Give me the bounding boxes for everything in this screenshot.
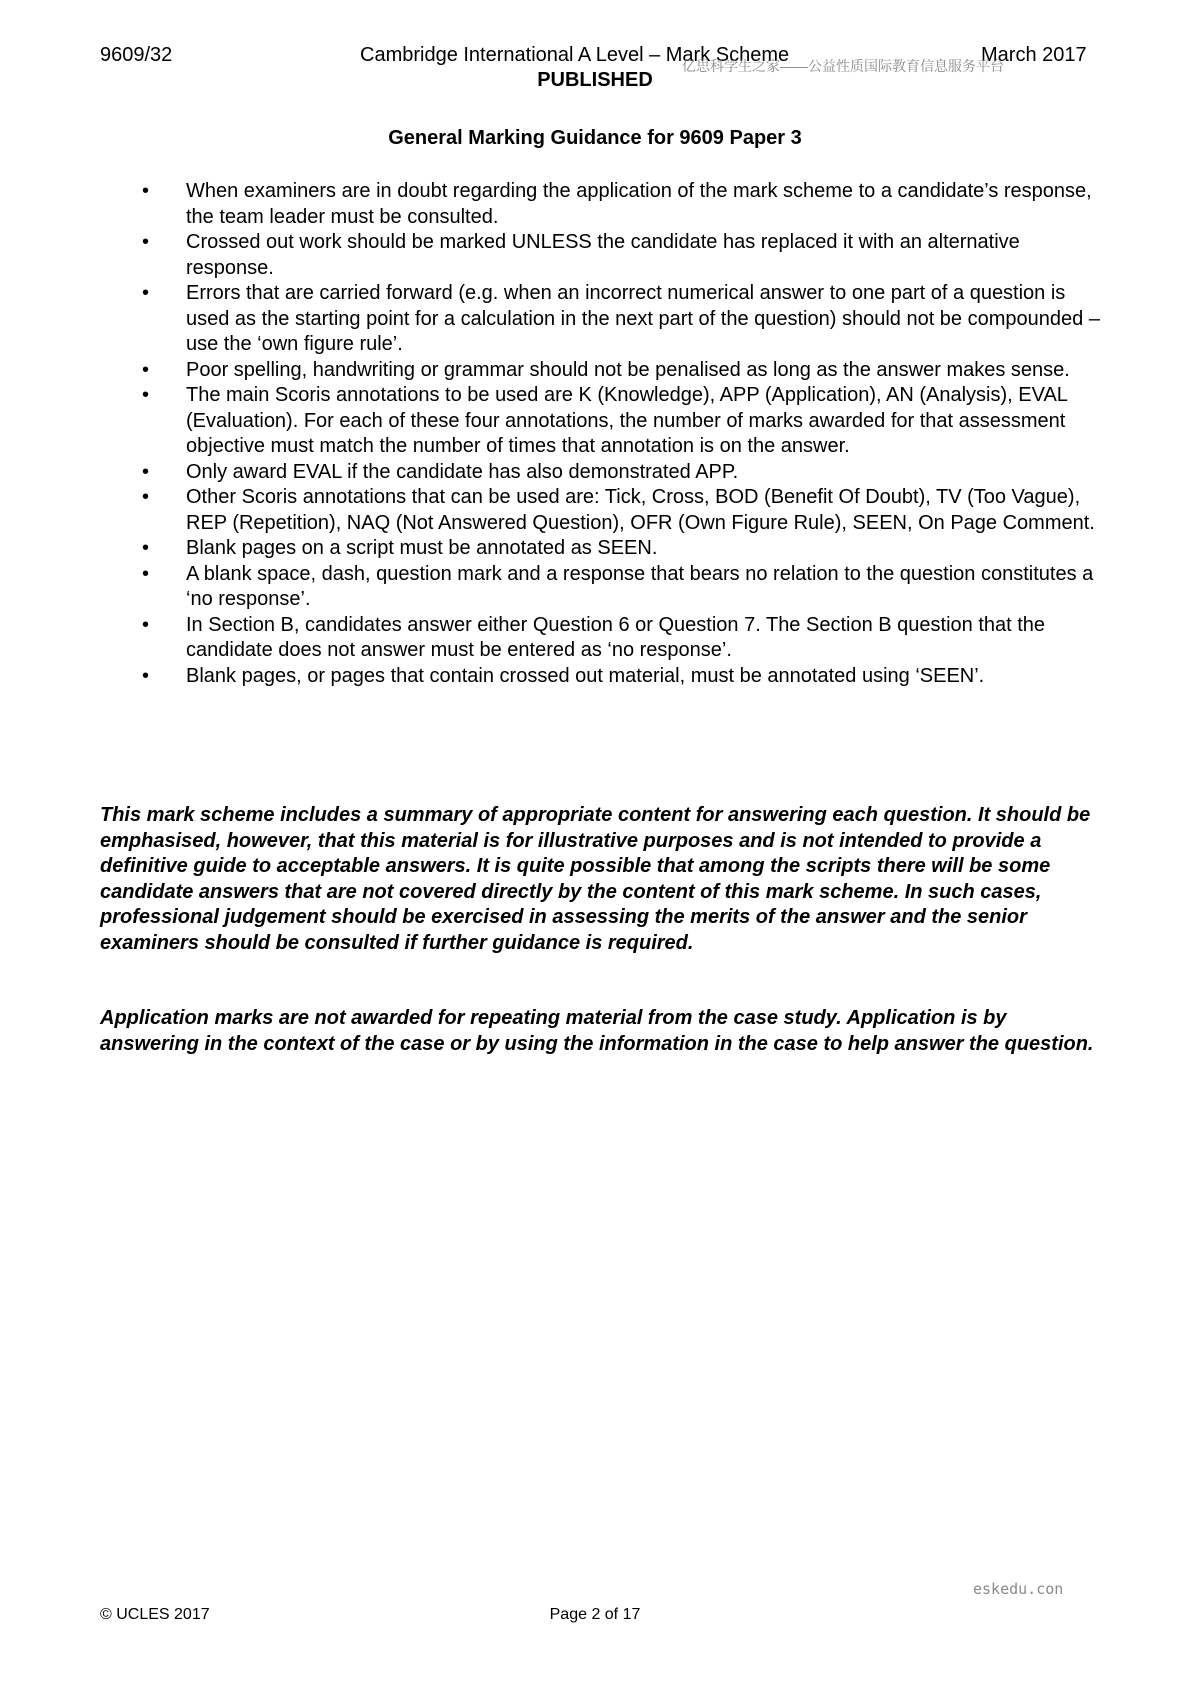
bullet-icon: •	[142, 460, 150, 483]
footer-watermark: eskedu.con	[973, 1580, 1064, 1598]
list-item	[100, 281, 1100, 358]
bullet-icon: •	[142, 537, 150, 559]
list-item-text: Only award EVAL if the candidate has also demonstrated APP.	[186, 460, 739, 483]
list-item	[100, 460, 1100, 486]
header-watermark: 亿思科学生之家——公益性质国际教育信息服务平台	[682, 58, 1004, 74]
bullet-icon: •	[142, 486, 150, 508]
list-item	[100, 383, 1100, 460]
bullet-icon: •	[142, 282, 150, 304]
list-item	[100, 562, 1100, 613]
guidance-list	[100, 179, 1100, 689]
page-number: Page 2 of 17	[549, 1606, 641, 1623]
bullet-icon: •	[142, 664, 150, 687]
bullet-icon: •	[142, 613, 150, 636]
list-item	[100, 485, 1100, 536]
list-item-text: In Section B, candidates answer either Question 6 or Question 7. The Section B question that the candidate does not answer must be entered as ‘no response’.	[186, 613, 1046, 661]
document-title: Cambridge International A Level – Mark Scheme	[360, 44, 790, 66]
list-item-text: Blank pages on a script must be annotated as SEEN.	[186, 537, 658, 559]
copyright: © UCLES 2017	[100, 1606, 210, 1623]
list-item-text: A blank space, dash, question mark and a response that bears no relation to the question constitutes a ‘no response’.	[186, 562, 1094, 610]
list-item	[100, 358, 1100, 384]
list-item-text: Other Scoris annotations that can be used are: Tick, Cross, BOD (Benefit Of Doubt), TV (Too Vague), REP (Repetition), NAQ (Not Answered Question), OFR (Own Figure Rule), SEEN, On Page Comment.	[186, 486, 1095, 534]
list-item	[100, 230, 1100, 281]
list-item-text: Poor spelling, handwriting or grammar should not be penalised as long as the answer makes sense.	[186, 358, 1070, 381]
list-item-text: Blank pages, or pages that contain crossed out material, must be annotated using ‘SEEN’.	[186, 664, 985, 687]
paper-code: 9609/32	[100, 44, 173, 66]
content-summary-note: This mark scheme includes a summary of appropriate content for answering each question. It should be emphasised, however, that this material is for illustrative purposes and is not intended to provide a definitive guide to acceptable answers. It is quite possible that among the scripts there will be some candidate answers that are not covered directly by the content of this mark scheme. In such cases, professional judgement should be exercised in assessing the merits of the answer and the senior examiners should be consulted if further guidance is required.	[100, 804, 1091, 954]
list-item	[100, 179, 1100, 230]
list-item-text: Crossed out work should be marked UNLESS the candidate has replaced it with an alternative response.	[186, 231, 1020, 279]
list-item-text: When examiners are in doubt regarding the application of the mark scheme to a candidate’s response, the team leader must be consulted.	[186, 180, 1092, 228]
list-item-text: The main Scoris annotations to be used are K (Knowledge), APP (Application), AN (Analysis), EVAL (Evaluation). For each of these four annotations, the number of marks awarded for that assessment objective must match the number of times that annotation is on the answer.	[186, 384, 1068, 457]
list-item	[100, 664, 1100, 690]
bullet-icon: •	[142, 231, 150, 253]
list-item	[100, 536, 1100, 562]
bullet-icon: •	[142, 384, 150, 406]
exam-date: March 2017	[981, 44, 1087, 66]
published-label: PUBLISHED	[537, 69, 653, 91]
bullet-icon: •	[142, 358, 150, 381]
application-marks-note: Application marks are not awarded for repeating material from the case study. Application is by answering in the context of the case or by using the information in the case to help answer the question.	[100, 1007, 1094, 1055]
section-heading: General Marking Guidance for 9609 Paper 3	[388, 127, 802, 149]
list-item-text: Errors that are carried forward (e.g. when an incorrect numerical answer to one part of a question is used as the starting point for a calculation in the next part of the question) should not be compounded – use the ‘own figure rule’.	[186, 282, 1100, 355]
list-item	[100, 613, 1100, 664]
bullet-icon: •	[142, 562, 150, 585]
bullet-icon: •	[142, 180, 150, 202]
